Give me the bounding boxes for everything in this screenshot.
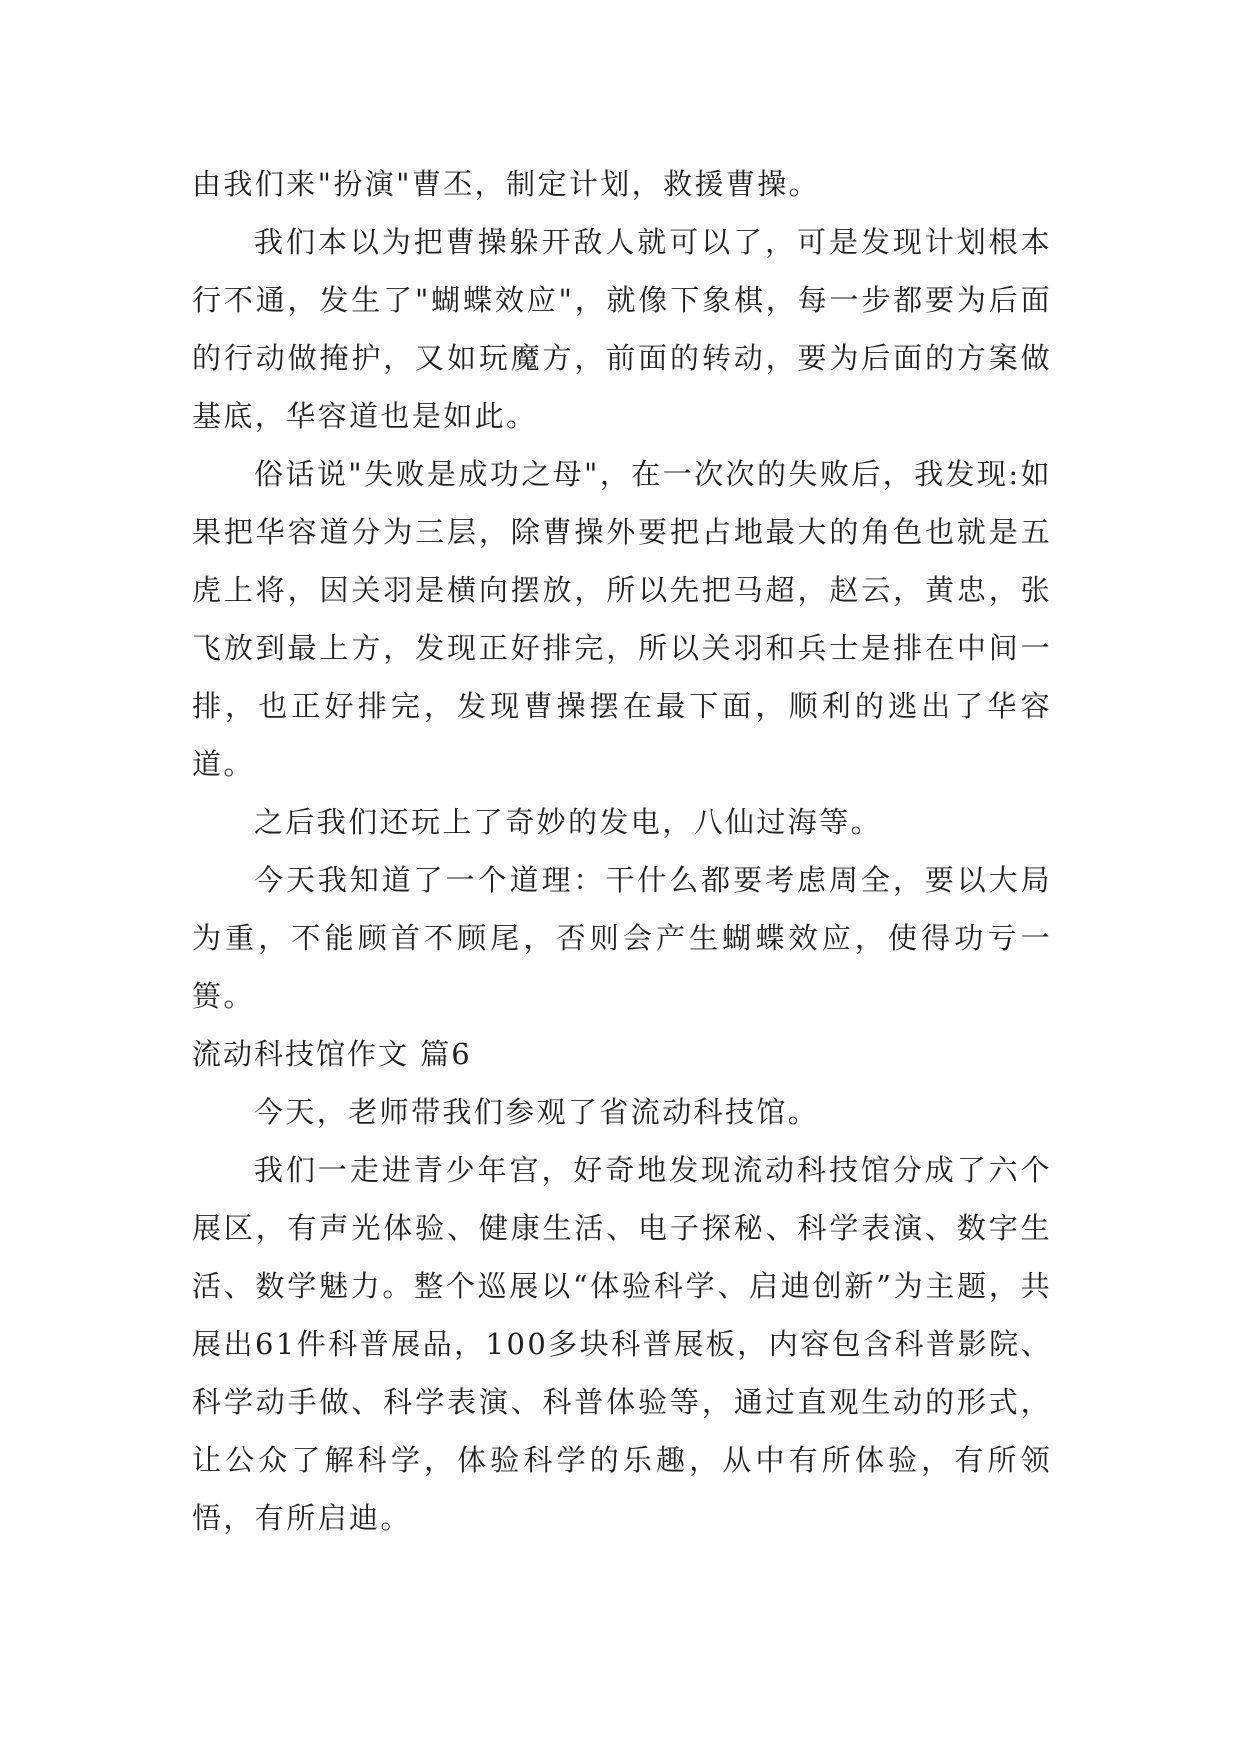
paragraph: 由我们来"扮演"曹丕，制定计划，救援曹操。 xyxy=(192,167,821,201)
paragraph: 我们本以为把曹操躲开敌人就可以了，可是发现计划根本行不通，发生了"蝴蝶效应"，就像下象棋，每一步都要为后面的行动做掩护，又如玩魔方，前面的转动，要为后面的方案做基底，华容道也是如此。 xyxy=(192,225,1052,433)
document-body xyxy=(192,155,1052,1547)
paragraph: 之后我们还玩上了奇妙的发电，八仙过海等。 xyxy=(254,805,883,839)
section-heading: 流动科技馆作文 篇6 xyxy=(192,1037,472,1071)
paragraph: 我们一走进青少年宫，好奇地发现流动科技馆分成了六个展区，有声光体验、健康生活、电子探秘、科学表演、数字生活、数学魅力。整个巡展以“体验科学、启迪创新”为主题，共展出61件科普展品，100多块科普展板，内容包含科普影院、科学动手做、科学表演、科普体验等，通过直观生动的形式，让公众了解科学，体验科学的乐趣，从中有所体验，有所领悟，有所启迪。 xyxy=(192,1153,1052,1535)
paragraph: 今天我知道了一个道理：干什么都要考虑周全，要以大局为重，不能顾首不顾尾，否则会产生蝴蝶效应，使得功亏一篑。 xyxy=(192,863,1052,1013)
paragraph: 今天，老师带我们参观了省流动科技馆。 xyxy=(254,1095,820,1129)
paragraph: 俗话说"失败是成功之母"，在一次次的失败后，我发现:如果把华容道分为三层，除曹操外要把占地最大的角色也就是五虎上将，因关羽是横向摆放，所以先把马超，赵云，黄忠，张飞放到最上方，发现正好排完，所以关羽和兵士是排在中间一排，也正好排完，发现曹操摆在最下面，顺利的逃出了华容道。 xyxy=(192,457,1052,781)
